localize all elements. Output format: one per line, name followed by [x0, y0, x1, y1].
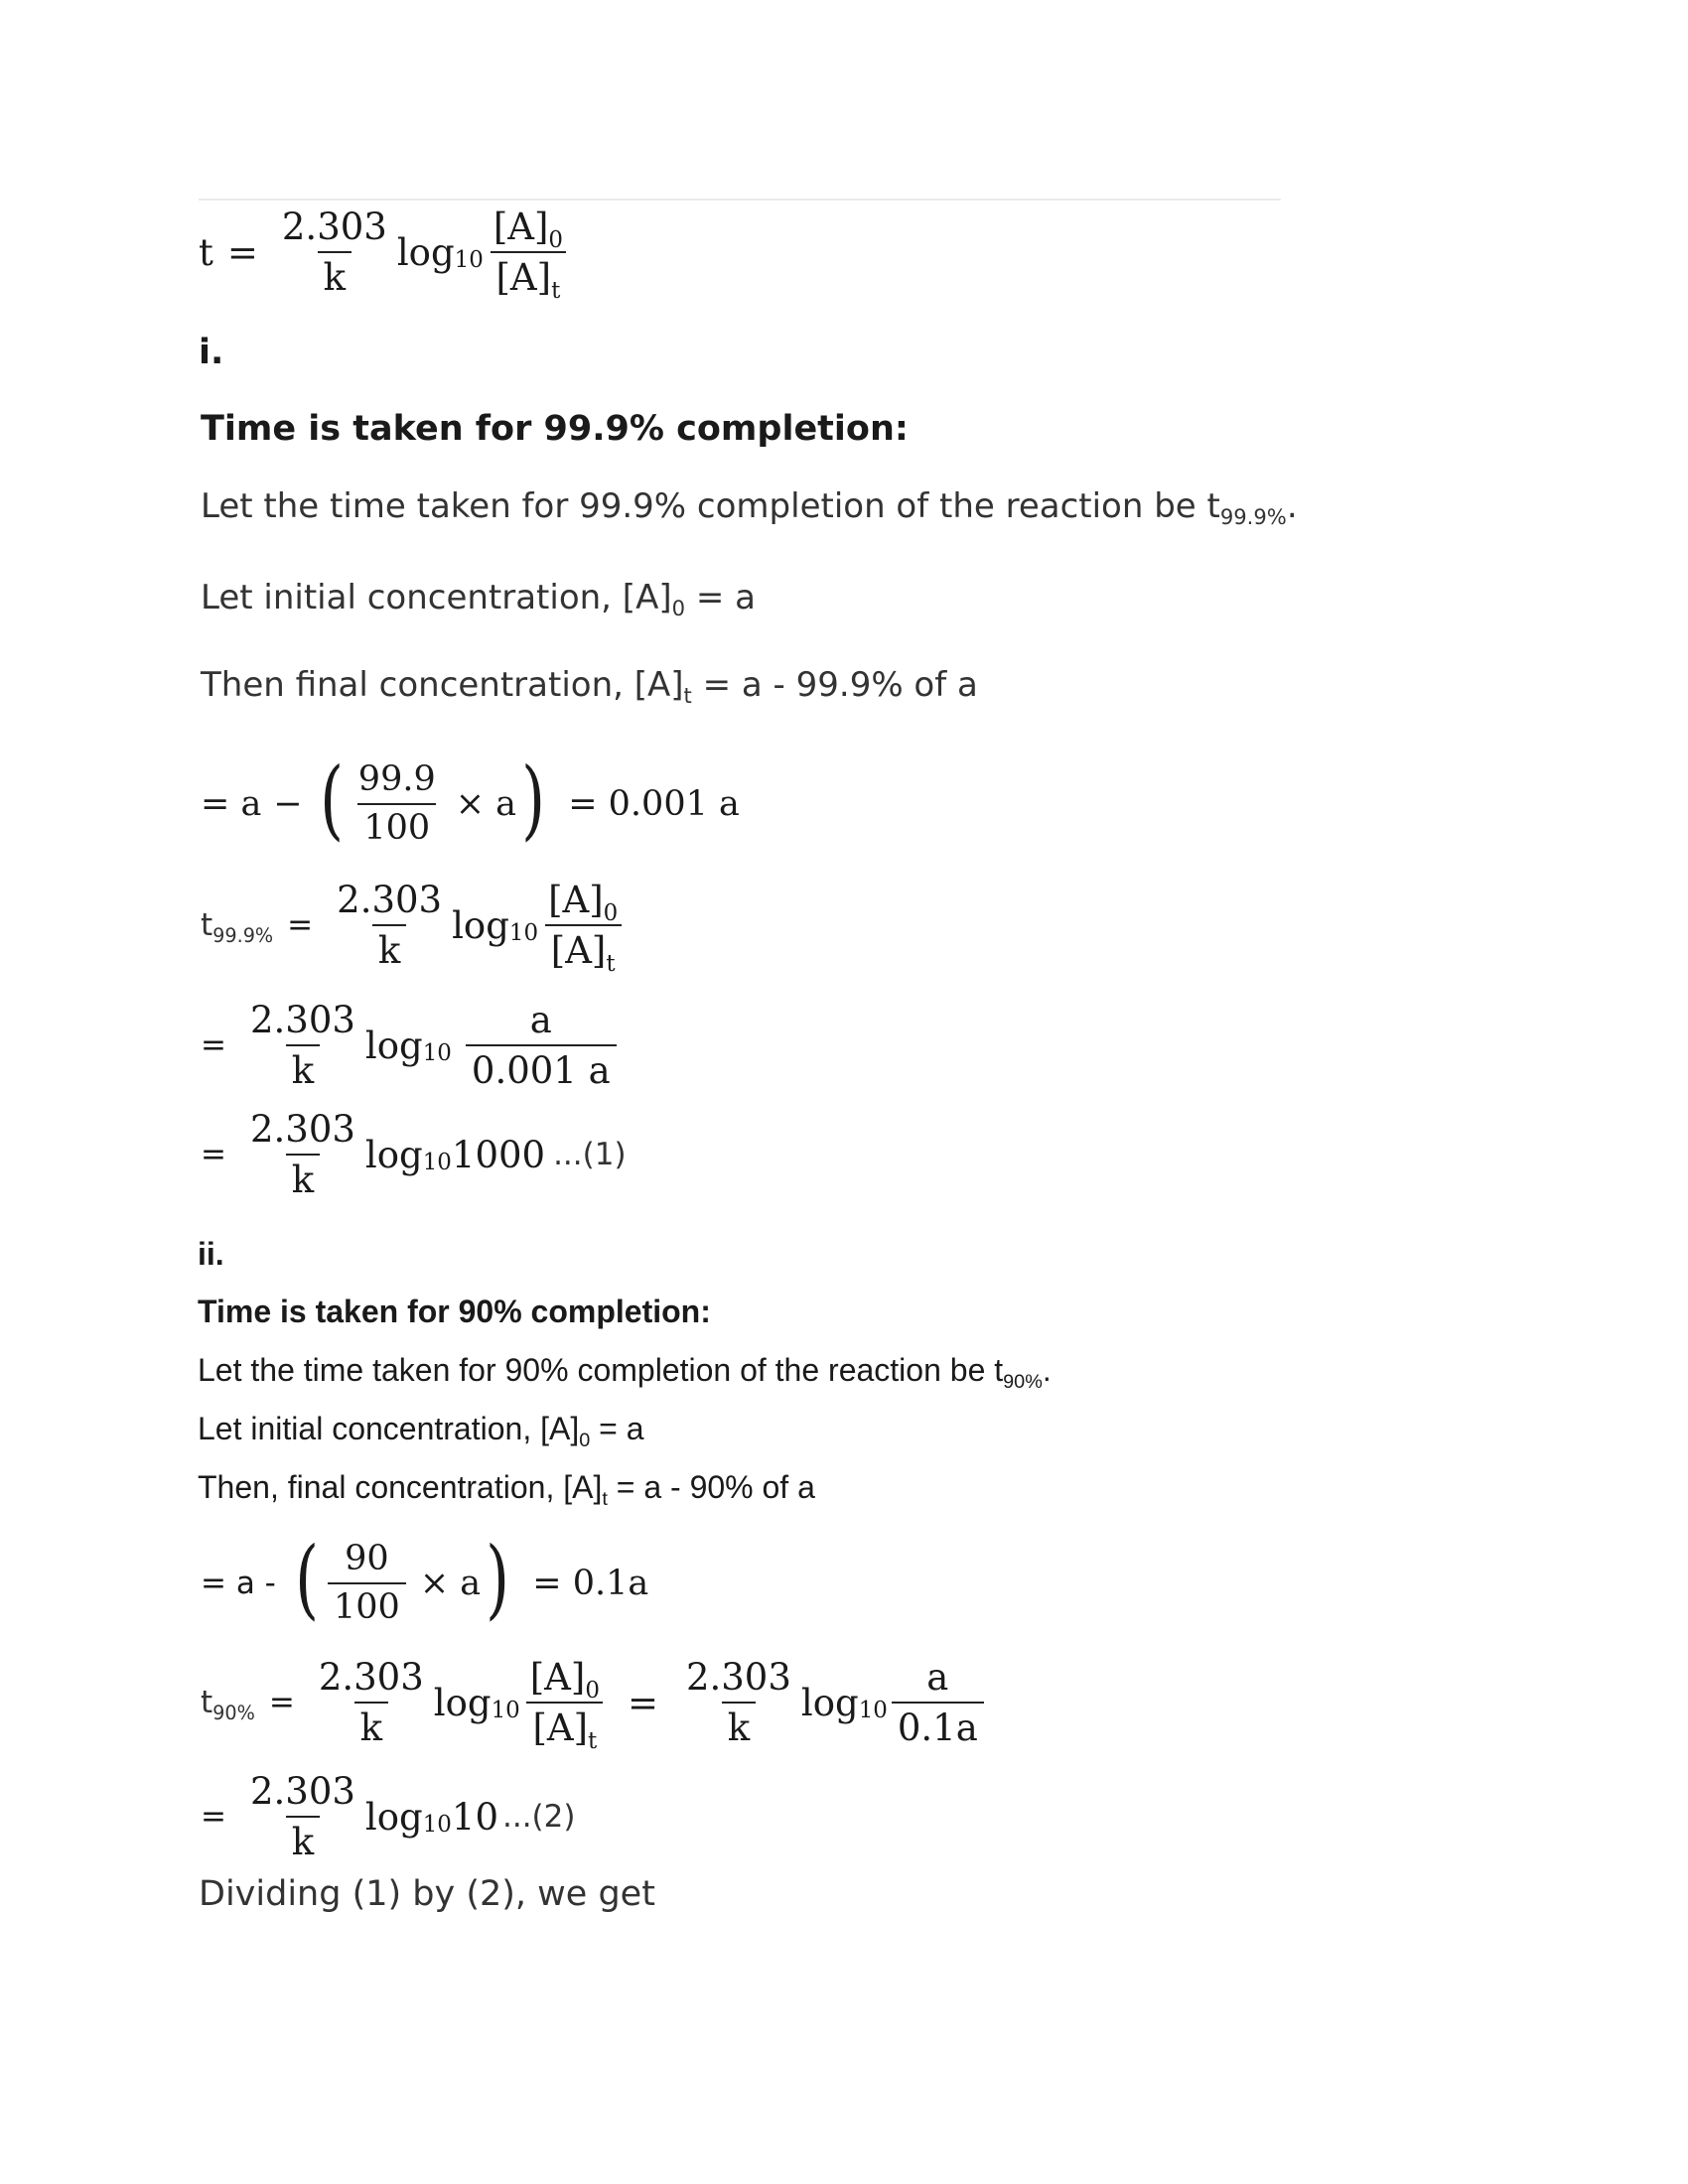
p2eq2-ratio2-den: 0.1a: [892, 1702, 984, 1746]
part2-line3-end: = a - 90% of a: [607, 1469, 815, 1505]
eq3-log-base: 10: [422, 1040, 452, 1067]
p2eq2-log: log: [433, 1681, 492, 1724]
formula-top-coef: [276, 205, 393, 299]
eq3-ratio-den: 0.001 a: [466, 1044, 617, 1089]
formula-top-eq: =: [226, 230, 258, 274]
p2eq2-log-base: 10: [491, 1698, 520, 1724]
p2eq2-eq: =: [268, 1685, 295, 1720]
eq1-times: × a: [455, 784, 517, 824]
eq2-ratio-num: [A]: [548, 879, 604, 921]
eq3-ratio: [466, 999, 617, 1092]
part1-line2-sub: 0: [671, 596, 686, 621]
p2eq2-ratio-num: [A]: [529, 1656, 586, 1699]
part1-line3-sub: t: [683, 683, 692, 709]
p2eq1-lead: = a -: [201, 1566, 276, 1601]
eq2-ratio: [542, 879, 624, 978]
p2eq1-num: 90: [345, 1539, 389, 1578]
part1-line3: [201, 665, 978, 709]
part1-line1-end: .: [1286, 486, 1298, 526]
part2-heading: Time is taken for 90% completion:: [198, 1294, 711, 1329]
part1-line3-end: = a - 99.9% of a: [691, 665, 978, 705]
eq3-eq: =: [201, 1027, 226, 1063]
part2-line2: [198, 1411, 644, 1451]
eq1-rhs: = 0.001 a: [568, 784, 740, 824]
eq4-coef: [244, 1108, 361, 1201]
eq4-arg: 1000: [451, 1133, 546, 1176]
eq2-ratio-den: [A]: [550, 929, 607, 972]
part1-line2: [201, 578, 756, 621]
eq1-minus: −: [273, 784, 303, 824]
eq4-ref: ...(1): [553, 1137, 627, 1172]
part2-line3: [198, 1469, 815, 1510]
p2eq2-log2-base: 10: [858, 1698, 888, 1724]
log-text: log: [396, 230, 455, 274]
p2eq2-lhs: t: [201, 1685, 213, 1720]
eq3-coef-den: k: [286, 1044, 320, 1089]
right-paren: ): [521, 749, 546, 851]
part2-line1-text: Let the time taken for 90% completion of the reaction be t: [198, 1352, 1004, 1388]
part1-eq3: [201, 991, 621, 1100]
eq3-ratio-num: a: [529, 999, 552, 1041]
part2-line1: [198, 1352, 1052, 1393]
p2eq2-log2: log: [800, 1681, 859, 1724]
closing-text: Dividing (1) by (2), we get: [199, 1874, 655, 1914]
p2eq2-coef-den: k: [354, 1702, 388, 1746]
p2eq2-ratio-num-sub: 0: [585, 1678, 600, 1705]
part1-line2-end: = a: [685, 578, 756, 617]
p2eq2-ratio-den-sub: t: [588, 1728, 598, 1755]
eq2-coef-den: k: [372, 924, 406, 969]
right-paren: ): [486, 1528, 510, 1630]
part1-heading: Time is taken for 99.9% completion:: [201, 409, 909, 449]
p2eq3-coef: [244, 1770, 361, 1863]
p2eq2-coef2-den: k: [722, 1702, 756, 1746]
eq4-log-base: 10: [422, 1150, 452, 1176]
p2eq3-eq: =: [201, 1799, 226, 1835]
p2eq2-eq2: =: [627, 1681, 658, 1724]
p2eq2-lhs-sub: 90%: [212, 1701, 255, 1724]
part1-eq4: [201, 1100, 627, 1209]
eq3-coef-num: 2.303: [249, 999, 355, 1041]
part1-line3-text: Then final concentration, [A]: [201, 665, 684, 705]
eq1-lead: = a: [201, 784, 262, 824]
part2-eq3: [201, 1762, 575, 1871]
part1-line1: [201, 486, 1298, 530]
part2-line2-sub: 0: [579, 1429, 591, 1451]
part2-eq2: [201, 1645, 988, 1760]
formula-top-lhs: t: [199, 230, 213, 274]
part2-line2-end: = a: [590, 1411, 644, 1446]
p2eq2-ratio: [524, 1656, 606, 1755]
p2eq1-frac: [328, 1539, 406, 1627]
eq2-ratio-den-sub: t: [606, 951, 616, 978]
p2eq2-coef-num: 2.303: [318, 1656, 424, 1699]
part1-line1-text: Let the time taken for 99.9% completion of the reaction be t: [201, 486, 1220, 526]
p2eq3-log-base: 10: [422, 1812, 452, 1839]
part2-label: ii.: [198, 1236, 224, 1272]
p2eq3-log: log: [364, 1795, 423, 1839]
eq3-log: log: [364, 1024, 423, 1067]
eq1-den: 100: [357, 803, 436, 846]
eq1-frac: [352, 759, 442, 848]
eq4-coef-den: k: [286, 1154, 320, 1198]
left-paren: (: [319, 749, 344, 851]
p2eq3-coef-den: k: [286, 1816, 320, 1860]
p2eq3-ref: ...(2): [502, 1799, 576, 1835]
part2-line1-sub: 90%: [1003, 1370, 1043, 1393]
part1-line2-text: Let initial concentration, [A]: [201, 578, 672, 617]
formula-top: [199, 195, 573, 310]
coef-num: 2.303: [281, 205, 387, 248]
part2-line1-end: .: [1042, 1352, 1052, 1388]
eq4-log: log: [364, 1133, 423, 1176]
part1-eq1: [201, 747, 740, 862]
p2eq2-ratio-den: [A]: [532, 1706, 589, 1749]
p2eq1-rhs: = 0.1a: [532, 1564, 649, 1603]
eq2-coef: [331, 879, 448, 972]
part2-eq1: [201, 1526, 648, 1641]
eq2-log: log: [452, 903, 509, 947]
eq4-coef-num: 2.303: [249, 1108, 355, 1151]
ratio-den-sub: t: [551, 278, 561, 305]
eq1-num: 99.9: [357, 759, 436, 799]
log-base: 10: [454, 247, 484, 274]
p2eq2-coef: [313, 1656, 430, 1749]
coef-den: k: [318, 251, 352, 296]
p2eq2-ratio2-num: a: [926, 1656, 949, 1699]
part2-line3-text: Then, final concentration, [A]: [198, 1469, 603, 1505]
ratio-den: [A]: [495, 256, 552, 299]
eq3-coef: [244, 999, 361, 1092]
p2eq2-ratio2: [892, 1656, 984, 1749]
ratio-num-sub: 0: [548, 227, 563, 254]
p2eq3-coef-num: 2.303: [249, 1770, 355, 1813]
p2eq2-coef2-num: 2.303: [685, 1656, 791, 1699]
left-paren: (: [294, 1528, 319, 1630]
ratio-num: [A]: [492, 205, 549, 248]
formula-top-ratio: [488, 205, 569, 305]
part2-line3-sub: t: [602, 1487, 608, 1510]
part1-line1-sub: 99.9%: [1219, 504, 1287, 530]
p2eq1-den: 100: [328, 1582, 406, 1625]
eq2-eq: =: [287, 907, 314, 943]
eq4-eq: =: [201, 1137, 226, 1172]
part1-label: i.: [199, 333, 224, 372]
eq2-lhs: t: [201, 907, 213, 943]
p2eq1-times: × a: [419, 1564, 482, 1603]
eq2-log-base: 10: [508, 920, 539, 947]
eq2-lhs-sub: 99.9%: [212, 923, 274, 947]
p2eq2-coef2: [680, 1656, 797, 1749]
p2eq3-arg: 10: [451, 1795, 498, 1839]
eq2-coef-num: 2.303: [337, 879, 443, 921]
part2-line2-text: Let initial concentration, [A]: [198, 1411, 580, 1446]
part1-eq2: [201, 868, 628, 983]
eq2-ratio-num-sub: 0: [603, 900, 619, 927]
